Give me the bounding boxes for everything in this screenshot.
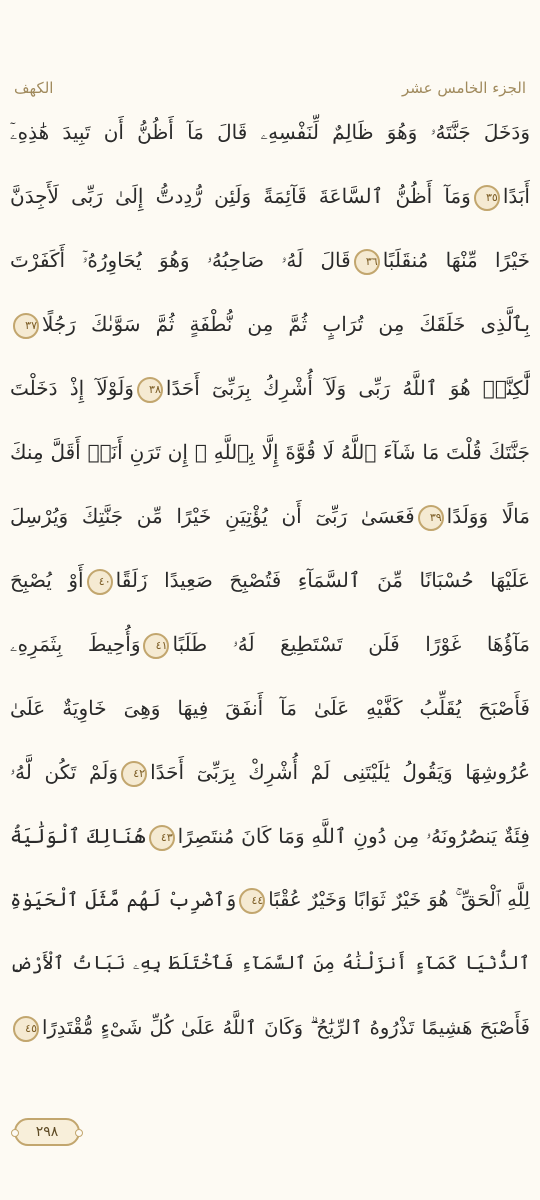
ayah-number-marker: ٣٥ bbox=[474, 185, 500, 211]
verse-line bbox=[10, 740, 530, 804]
ayah-number-marker: ٣٨ bbox=[137, 377, 163, 403]
line-text-after: أَوْ يُصْبِحَ bbox=[10, 568, 84, 592]
line-text-after: وَأُحِيطَ بِثَمَرِهِۦ bbox=[10, 632, 141, 656]
juz-label: الجزء الخامس عشر bbox=[401, 79, 526, 97]
line-text: عُرُوشِهَا وَيَقُولُ يَٰلَيْتَنِى لَمْ أُشْرِكْ بِرَبِّىٓ أَحَدًا bbox=[150, 760, 530, 784]
ayah-number-marker: ٣٦ bbox=[354, 249, 380, 275]
line-text: ٱلدُّنْيَا كَمَآءٍ أَنزَلْنَٰهُ مِنَ ٱلسَّمَآءِ فَٱخْتَلَطَ بِهِۦ نَبَاتُ ٱلْأَرْضِ bbox=[10, 953, 530, 974]
line-text-after: وَلَوْلَآ إِذْ دَخَلْتَ bbox=[10, 376, 134, 400]
surah-name: الكهف bbox=[14, 79, 54, 97]
line-text: أَبَدًا bbox=[502, 184, 530, 208]
line-text: فَأَصْبَحَ هَشِيمًا تَذْرُوهُ ٱلرِّيَٰحُ ۗ وَكَانَ ٱللَّهُ عَلَىٰ كُلِّ شَىْءٍ مُّقْتَدِرًا bbox=[42, 1016, 530, 1039]
ayah-number-marker: ٤٠ bbox=[87, 569, 113, 595]
verse-line bbox=[10, 932, 530, 996]
line-text: عَلَيْهَا حُسْبَانًا مِّنَ ٱلسَّمَآءِ فَتُصْبِحَ صَعِيدًا زَلَقًا bbox=[115, 568, 530, 592]
line-text: وَدَخَلَ جَنَّتَهُۥ وَهُوَ ظَالِمٌ لِّنَفْسِهِۦ قَالَ مَآ أَظُنُّ أَن تَبِيدَ هَٰذِهِۦٓ bbox=[10, 120, 530, 144]
verse-line bbox=[10, 164, 530, 228]
page-header bbox=[14, 76, 526, 100]
verse-line bbox=[10, 420, 530, 484]
ayah-number-marker: ٣٧ bbox=[13, 313, 39, 339]
ayah-number-marker: ٤٥ bbox=[13, 1016, 39, 1042]
page-number-badge bbox=[14, 1118, 80, 1146]
line-text-after: وَٱضْرِبْ لَهُم مَّثَلَ ٱلْحَيَوٰةِ bbox=[10, 888, 237, 911]
line-text-after: فَعَسَىٰ رَبِّىٓ أَن يُؤْتِيَنِ خَيْرًا مِّن جَنَّتِكَ وَيُرْسِلَ bbox=[10, 504, 415, 528]
ayah-number-marker: ٤٤ bbox=[239, 888, 265, 914]
verse-line bbox=[10, 100, 530, 164]
ayah-number-marker: ٤٣ bbox=[149, 825, 175, 851]
verse-line bbox=[10, 868, 530, 932]
verse-line bbox=[10, 484, 530, 548]
ayah-number-marker: ٤٢ bbox=[121, 761, 147, 787]
line-text-after: قَالَ لَهُۥ صَاحِبُهُۥ وَهُوَ يُحَاوِرُهُۥٓ أَكَفَرْتَ bbox=[10, 248, 351, 272]
line-text: لَّٰكِنَّا۠ هُوَ ٱللَّهُ رَبِّى وَلَآ أُشْرِكُ بِرَبِّىٓ أَحَدًا bbox=[165, 376, 530, 400]
line-text: فِئَةٌ يَنصُرُونَهُۥ مِن دُونِ ٱللَّهِ وَمَا كَانَ مُنتَصِرًا bbox=[177, 824, 530, 848]
line-text: جَنَّتَكَ قُلْتَ مَا شَآءَ ٱللَّهُ لَا قُوَّةَ إِلَّا بِٱللَّهِ ۚ إِن تَرَنِ أَنَا۠ أَقَلَّ مِنكَ bbox=[10, 440, 530, 464]
verse-line bbox=[10, 612, 530, 676]
line-text-after: وَلَمْ تَكُن لَّهُۥ bbox=[10, 760, 119, 784]
ayah-number-marker: ٤١ bbox=[143, 633, 169, 659]
verse-line bbox=[10, 996, 530, 1060]
line-text-after: وَمَآ أَظُنُّ ٱلسَّاعَةَ قَآئِمَةً وَلَئِن رُّدِدتُّ إِلَىٰ رَبِّى لَأَجِدَنَّ bbox=[10, 184, 471, 208]
line-text: مَآؤُهَا غَوْرًا فَلَن تَسْتَطِيعَ لَهُۥ طَلَبًا bbox=[172, 632, 530, 656]
verse-line bbox=[10, 228, 530, 292]
line-text: مَالًا وَوَلَدًا bbox=[446, 504, 530, 528]
line-text: خَيْرًا مِّنْهَا مُنقَلَبًا bbox=[382, 248, 530, 272]
verse-line bbox=[10, 676, 530, 740]
page-number: ٢٩٨ bbox=[35, 1124, 59, 1140]
line-text: لِلَّهِ ٱلْحَقِّ ۚ هُوَ خَيْرٌ ثَوَابًا وَخَيْرٌ عُقْبًا bbox=[268, 888, 530, 911]
verse-line bbox=[10, 292, 530, 356]
verse-line bbox=[10, 356, 530, 420]
verse-line bbox=[10, 804, 530, 868]
quran-text bbox=[10, 100, 530, 1060]
line-text: بِٱلَّذِى خَلَقَكَ مِن تُرَابٍ ثُمَّ مِن نُّطْفَةٍ ثُمَّ سَوَّىٰكَ رَجُلًا bbox=[42, 312, 530, 336]
ayah-number-marker: ٣٩ bbox=[418, 505, 444, 531]
line-text: فَأَصْبَحَ يُقَلِّبُ كَفَّيْهِ عَلَىٰ مَآ أَنفَقَ فِيهَا وَهِىَ خَاوِيَةٌ عَلَىٰ bbox=[10, 696, 530, 720]
verse-line bbox=[10, 548, 530, 612]
line-text-after: هُنَالِكَ ٱلْوَلَٰيَةُ bbox=[10, 824, 146, 848]
